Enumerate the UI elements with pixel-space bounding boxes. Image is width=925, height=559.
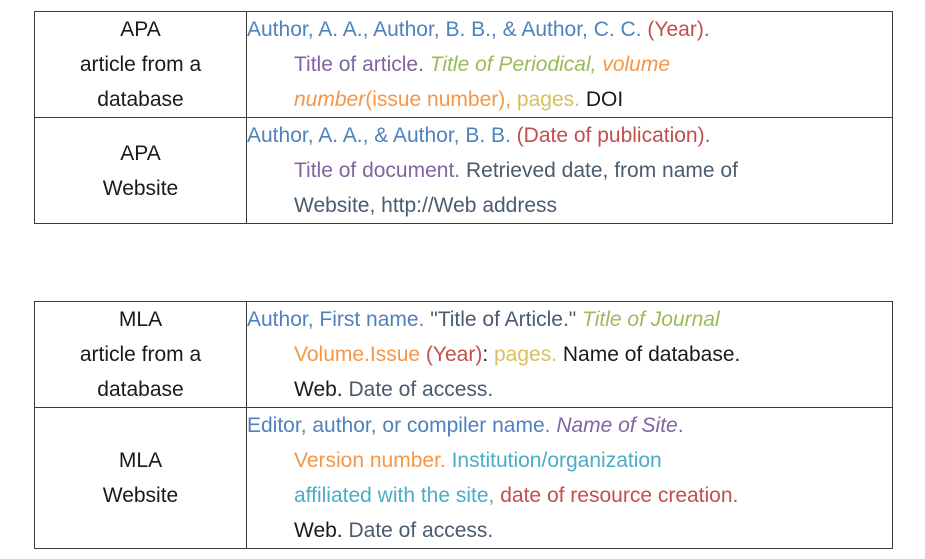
mla-article-row [35, 302, 893, 408]
apa-citation-table [34, 11, 893, 224]
citation-segment: Author, First name. [247, 308, 431, 331]
citation-segment: Author, A. A., & Author, B. B. [247, 124, 517, 147]
citation-line [247, 153, 892, 188]
label-line: MLA [118, 449, 163, 472]
citation-segment: (Date of publication). [516, 124, 711, 147]
citation-segment: DOI [585, 88, 624, 111]
mla-citation-table [34, 301, 893, 549]
label-line: article from a [79, 343, 202, 366]
citation-line [247, 302, 892, 337]
citation-segment: Institution/organization [451, 449, 662, 472]
citation-line [247, 188, 892, 223]
citation-segment: Retrieved date, from name of [465, 159, 738, 182]
citation-segment: : [482, 343, 494, 366]
citation-format [247, 118, 893, 224]
citation-format [247, 408, 893, 549]
citation-segment: Web. [294, 378, 349, 401]
citation-segment: Author, A. A., Author, B. B., & Author, C. C. [247, 18, 648, 41]
citation-segment: (issue number), [365, 88, 517, 111]
citation-line [247, 443, 892, 478]
citation-segment: number [294, 88, 366, 111]
apa-website-row [35, 118, 893, 224]
citation-line [247, 47, 892, 82]
citation-segment: pages. [494, 343, 563, 366]
mla-website-row [35, 408, 893, 549]
label-line: APA [120, 18, 161, 41]
citation-line [247, 118, 892, 153]
citation-segment: Website, http://Web address [294, 194, 558, 217]
apa-article-row [35, 12, 893, 118]
citation-format [247, 12, 893, 118]
label-line: Website [102, 176, 179, 200]
citation-segment: (Year). [647, 18, 710, 41]
citation-segment: date of resource creation. [500, 484, 739, 507]
citation-segment: Title of Periodical, [429, 53, 603, 76]
citation-segment: Web. [294, 519, 349, 542]
citation-segment: Title of Journal [582, 308, 720, 331]
citation-segment: Date of access. [348, 519, 494, 542]
label-line: APA [120, 141, 161, 165]
row-label [35, 12, 247, 118]
citation-segment: Editor, author, or compiler name. [247, 414, 557, 437]
citation-format [247, 302, 893, 408]
citation-segment: . [677, 414, 684, 437]
citation-line [247, 478, 892, 513]
citation-segment: affiliated with the site, [294, 484, 501, 507]
citation-line [247, 12, 892, 47]
label-line: database [97, 88, 184, 111]
label-line: Website [102, 484, 179, 507]
citation-line [247, 82, 892, 117]
label-line: MLA [118, 308, 163, 331]
citation-segment: Version number. [294, 449, 452, 472]
row-label [35, 118, 247, 224]
citation-line [247, 513, 892, 548]
citation-segment: Name of database. [562, 343, 741, 366]
label-line: database [97, 378, 184, 401]
label-line: article from a [79, 53, 202, 76]
citation-line [247, 408, 892, 443]
citation-segment: volume [602, 53, 671, 76]
citation-segment: Name of Site [556, 414, 678, 437]
citation-segment: pages. [516, 88, 586, 111]
row-label [35, 302, 247, 408]
citation-segment: Date of access. [348, 378, 494, 401]
citation-segment: "Title of Article." [430, 308, 583, 331]
citation-line [247, 372, 892, 407]
citation-segment: (Year) [425, 343, 483, 366]
citation-segment: Volume.Issue [294, 343, 426, 366]
row-label [35, 408, 247, 549]
citation-line [247, 337, 892, 372]
citation-segment: Title of article. [294, 53, 430, 76]
citation-segment: Title of document. [294, 159, 466, 182]
